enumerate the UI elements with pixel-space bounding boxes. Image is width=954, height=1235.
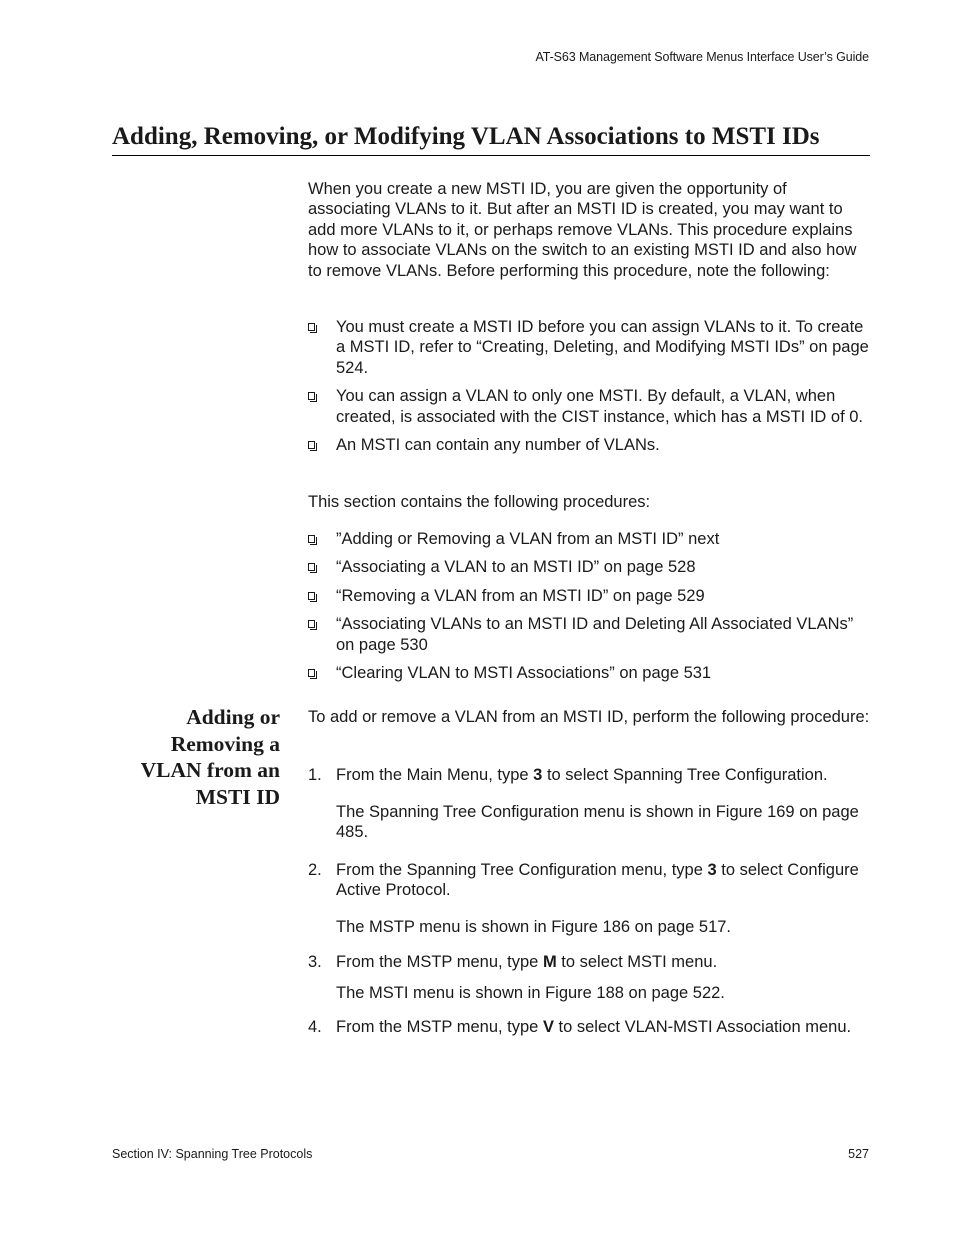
section-intro: To add or remove a VLAN from an MSTI ID, perform the following procedure: — [308, 708, 870, 726]
step-instruction: 1. From the Main Menu, type 3 to select Spanning Tree Configuration. — [308, 766, 828, 784]
list-item: An MSTI can contain any number of VLANs. — [308, 435, 870, 455]
step-2 — [308, 860, 870, 901]
section-intro-block — [308, 707, 870, 727]
intro-paragraph: When you create a new MSTI ID, you are given the opportunity of associating VLANs to it. But after an MSTI ID is created, you may want to add more VLANs to it, or perhaps remove VLANs. This procedure explains how to associate VLANs on the switch to an existing MSTI ID and also how to remove VLANs. Before performing this procedure, note the following: — [308, 180, 857, 280]
menu-key: V — [542, 1018, 554, 1036]
procedure-link[interactable]: “Removing a VLAN from an MSTI ID” on page 529 — [308, 586, 870, 606]
intro-block — [308, 179, 870, 281]
procedure-link[interactable]: “Clearing VLAN to MSTI Associations” on page 531 — [308, 663, 870, 683]
procedure-link[interactable]: “Associating VLANs to an MSTI ID and Deleting All Associated VLANs” on page 530 — [308, 614, 870, 655]
footer-section: Section IV: Spanning Tree Protocols — [112, 1147, 313, 1161]
procedures-intro-block — [308, 492, 870, 512]
step-2-note: The MSTP menu is shown in Figure 186 on page 517. — [336, 918, 732, 936]
menu-key: 3 — [707, 861, 717, 879]
step-number: 1. — [308, 766, 322, 784]
procedures-intro: This section contains the following procedures: — [308, 493, 651, 511]
procedure-link[interactable]: “Associating a VLAN to an MSTI ID” on page 528 — [308, 557, 870, 577]
notes-block — [308, 317, 870, 455]
procedures-list — [308, 529, 870, 683]
checkbox-bullet-icon — [308, 620, 315, 628]
procedures-block — [308, 529, 870, 683]
list-item: You can assign a VLAN to only one MSTI. By default, a VLAN, when created, is associated with the CIST instance, which has a MSTI ID of 0. — [308, 386, 870, 427]
step-1 — [308, 765, 870, 785]
page-number: 527 — [848, 1147, 869, 1161]
step-number: 3. — [308, 953, 322, 971]
step-3-note: The MSTI menu is shown in Figure 188 on page 522. — [336, 984, 725, 1002]
step-instruction: 4. From the MSTP menu, type V to select VLAN-MSTI Association menu. — [308, 1018, 852, 1036]
running-header: AT-S63 Management Software Menus Interface User’s Guide — [535, 50, 869, 64]
section-heading: Adding or Removing a VLAN from an MSTI ID — [140, 705, 280, 809]
checkbox-bullet-icon — [308, 669, 315, 677]
procedure-link[interactable]: ”Adding or Removing a VLAN from an MSTI ID” next — [308, 529, 870, 549]
step-3 — [308, 952, 870, 972]
step-4 — [308, 1017, 878, 1037]
menu-key: M — [542, 953, 557, 971]
step-instruction: 3. From the MSTP menu, type M to select MSTI menu. — [308, 953, 718, 971]
checkbox-bullet-icon — [308, 392, 315, 400]
checkbox-bullet-icon — [308, 592, 315, 600]
checkbox-bullet-icon — [308, 535, 315, 543]
checkbox-bullet-icon — [308, 323, 315, 331]
step-1-note: The Spanning Tree Configuration menu is shown in Figure 169 on page 485. — [336, 803, 859, 842]
step-number: 2. — [308, 861, 322, 879]
checkbox-bullet-icon — [308, 563, 315, 571]
step-instruction: 2. From the Spanning Tree Configuration menu, type 3 to select Configure Active Protocol. — [308, 861, 859, 900]
page-title: Adding, Removing, or Modifying VLAN Associations to MSTI IDs — [112, 122, 870, 156]
notes-list — [308, 317, 870, 455]
step-number: 4. — [308, 1018, 322, 1036]
list-item: You must create a MSTI ID before you can assign VLANs to it. To create a MSTI ID, refer to “Creating, Deleting, and Modifying MSTI IDs” on page 524. — [308, 317, 870, 378]
menu-key: 3 — [533, 766, 543, 784]
checkbox-bullet-icon — [308, 441, 315, 449]
